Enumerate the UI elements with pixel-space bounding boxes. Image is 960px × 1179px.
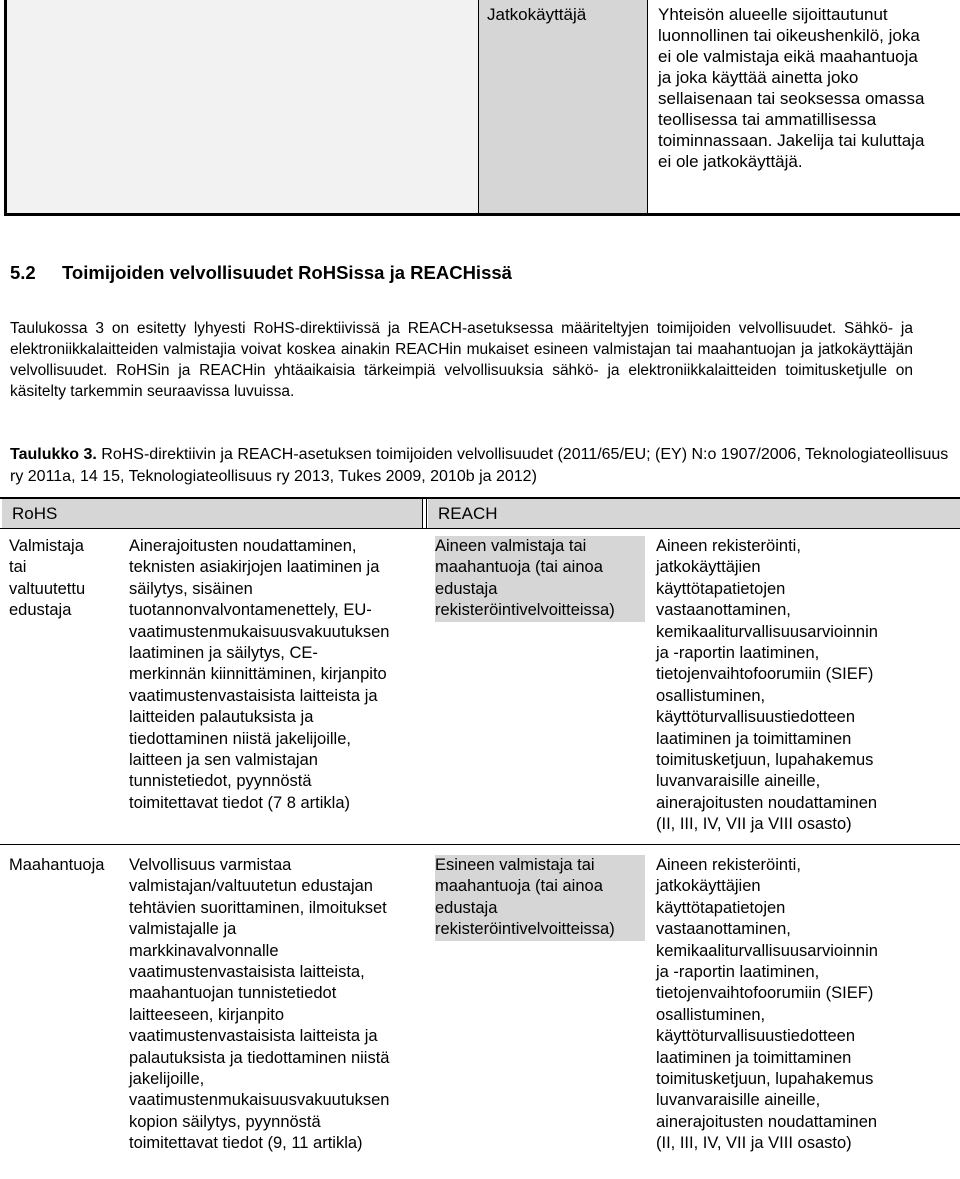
cell-line: vastaanottaminen, <box>656 920 791 939</box>
shaded-empty-cell <box>7 0 478 213</box>
definition-table-fragment <box>4 0 960 216</box>
definition-line: toiminnassaan. Jakelija tai kuluttaja <box>658 131 925 150</box>
cell-line: vaatimustenvastaisista laitteista ja <box>129 1027 378 1046</box>
cell-line: vastaanottaminen, <box>656 601 791 620</box>
cell-line: teknisten asiakirjojen laatiminen ja <box>129 558 380 577</box>
cell-line: luvanvaraisille aineille, <box>656 1091 821 1110</box>
definition-line: sellaisenaan tai seoksessa omassa <box>658 89 925 108</box>
cell-line: kopion säilytys, pyynnöstä <box>129 1112 321 1131</box>
cell-line: rekisteröintivelvoitteissa) <box>435 920 615 939</box>
definition-line: teollisessa tai ammatillisessa <box>658 110 877 129</box>
cell-line: (II, III, IV, VII ja VIII osasto) <box>656 1134 852 1153</box>
cell-line: edustaja <box>435 579 498 598</box>
cell-line: osallistuminen, <box>656 1005 766 1024</box>
cell-line: (II, III, IV, VII ja VIII osasto) <box>656 815 852 834</box>
cell-line: Valmistaja <box>9 537 84 555</box>
cell-line: vaatimustenvastaisista laitteista, <box>129 963 365 982</box>
row2-reach-actor <box>435 855 645 941</box>
header-column-divider <box>426 499 427 528</box>
definition-line: luonnollinen tai oikeushenkilö, joka <box>658 26 920 45</box>
definition-line: Yhteisön alueelle sijoittautunut <box>658 5 888 24</box>
cell-line: tai <box>9 558 27 577</box>
cell-line: tietojenvaihtofoorumiin (SIEF) <box>656 665 874 684</box>
caption-text: RoHS-direktiivin ja REACH-asetuksen toimijoiden velvollisuudet (2011/65/EU; (EY) N:o 1907/2006, Teknologiateollisuus ry 2011a, 14 15, Teknologiateollisuus ry 2013, Tukes 2009, 2010b ja 2012) <box>10 446 949 485</box>
cell-line: valmistajalle ja <box>129 920 237 939</box>
cell-line: Velvollisuus varmistaa <box>129 856 292 874</box>
header-rohs: RoHS <box>2 499 423 528</box>
cell-line: tiedottaminen niistä jakelijoille, <box>129 729 351 748</box>
row1-rohs-actor <box>9 536 119 622</box>
cell-line: osallistuminen, <box>656 686 766 705</box>
cell-line: kemikaaliturvallisuusarvioinnin <box>656 941 878 960</box>
cell-line: jakelijoille, <box>129 1070 205 1089</box>
row-divider <box>0 844 960 845</box>
cell-line: edustaja <box>435 898 498 917</box>
cell-line: ja -raportin laatiminen, <box>656 963 820 982</box>
row2-rohs-actor <box>9 855 119 876</box>
intro-paragraph: Taulukossa 3 on esitetty lyhyesti RoHS-direktiivissä ja REACH-asetuksessa määriteltyjen toimijoiden velvollisuudet. Sähkö- ja elektroniikkalaitteiden valmistajia voivat koskea ainakin REACHin mukaiset esineen valmistajan tai maahantuojan ja jatkokäyttäjän velvollisuudet. RoHSin ja REACHin yhtäaikaisia tärkeimpiä velvollisuuksia sähkö- ja elektroniikkalaitteiden toimitusketjulle on käsitelty tarkemmin seuraavissa luvuissa. <box>10 320 913 400</box>
cell-line: edustaja <box>9 601 72 620</box>
header-reach: REACH <box>428 499 960 528</box>
cell-line: käyttöturvallisuustiedotteen <box>656 708 856 727</box>
cell-line: toimitettavat tiedot (9, 11 artikla) <box>129 1134 363 1153</box>
cell-line: Ainerajoitusten noudattaminen, <box>129 537 357 555</box>
row1-rohs-duties <box>129 536 429 814</box>
obligations-table <box>0 497 960 1179</box>
definition-line: ei ole valmistaja eikä maahantuoja <box>658 47 918 66</box>
cell-line: maahantuoja (tai ainoa <box>435 877 603 896</box>
cell-line: Aineen rekisteröinti, <box>656 537 801 555</box>
cell-line: ainerajoitusten noudattaminen <box>656 793 878 812</box>
cell-line: Aineen valmistaja tai <box>435 537 587 555</box>
cell-line: ja -raportin laatiminen, <box>656 644 820 663</box>
row2-reach-duties <box>656 855 956 1155</box>
cell-line: käyttötapatietojen <box>656 579 786 598</box>
row1-reach-actor <box>435 536 645 622</box>
cell-line: tunnistetiedot, pyynnöstä <box>129 772 312 791</box>
cell-line: tietojenvaihtofoorumiin (SIEF) <box>656 984 874 1003</box>
caption-label: Taulukko 3. <box>10 446 97 463</box>
table-caption <box>10 444 950 488</box>
cell-line: tuotannonvalvontamenettely, EU- <box>129 601 372 620</box>
cell-line: vaatimustenmukaisuusvakuutuksen <box>129 622 390 641</box>
cell-line: laatiminen ja säilytys, CE- <box>129 644 318 663</box>
cell-line: laatiminen ja toimittaminen <box>656 729 852 748</box>
header-divider <box>0 528 960 529</box>
cell-line: luvanvaraisille aineille, <box>656 772 821 791</box>
cell-line: vaatimustenvastaisista laitteista ja <box>129 686 378 705</box>
cell-line: laitteiden palautuksista ja <box>129 708 314 727</box>
cell-line: kemikaaliturvallisuusarvioinnin <box>656 622 878 641</box>
term-cell: Jatkokäyttäjä <box>478 0 648 213</box>
cell-line: käyttöturvallisuustiedotteen <box>656 1027 856 1046</box>
definition-line: ja joka käyttää ainetta joko <box>658 68 859 87</box>
cell-line: valmistajan/valtuutetun edustajan <box>129 877 373 896</box>
cell-line: ainerajoitusten noudattaminen <box>656 1112 878 1131</box>
cell-line: käyttötapatietojen <box>656 898 786 917</box>
cell-line: toimitettavat tiedot (7 8 artikla) <box>129 793 351 812</box>
cell-line: laatiminen ja toimittaminen <box>656 1048 852 1067</box>
cell-line: toimitusketjuun, lupahakemus <box>656 751 874 770</box>
definition-cell <box>648 0 960 213</box>
row2-rohs-duties <box>129 855 429 1155</box>
cell-line: maahantuojan tunnistetiedot <box>129 984 337 1003</box>
cell-line: laitteen ja sen valmistajan <box>129 751 318 770</box>
section-number: 5.2 <box>10 262 36 283</box>
cell-line: palautuksista ja tiedottaminen niistä <box>129 1048 390 1067</box>
cell-line: Maahantuoja <box>9 856 105 874</box>
cell-line: maahantuoja (tai ainoa <box>435 558 603 577</box>
section-title: Toimijoiden velvollisuudet RoHSissa ja REACHissä <box>62 262 512 283</box>
cell-line: markkinavalvonnalle <box>129 941 279 960</box>
cell-line: Aineen rekisteröinti, <box>656 856 801 874</box>
cell-line: säilytys, sisäinen <box>129 579 253 598</box>
cell-line: valtuutettu <box>9 579 86 598</box>
cell-line: laitteeseen, kirjanpito <box>129 1005 285 1024</box>
cell-line: rekisteröintivelvoitteissa) <box>435 601 615 620</box>
row1-reach-duties <box>656 536 956 836</box>
cell-line: vaatimustenmukaisuusvakuutuksen <box>129 1091 390 1110</box>
cell-line: Esineen valmistaja tai <box>435 856 595 874</box>
cell-line: jatkokäyttäjien <box>656 558 761 577</box>
cell-line: jatkokäyttäjien <box>656 877 761 896</box>
section-heading <box>10 262 512 284</box>
definition-line: ei ole jatkokäyttäjä. <box>658 152 803 171</box>
cell-line: tehtävien suorittaminen, ilmoitukset <box>129 898 387 917</box>
cell-line: merkinnän kiinnittäminen, kirjanpito <box>129 665 387 684</box>
cell-line: toimitusketjuun, lupahakemus <box>656 1070 874 1089</box>
